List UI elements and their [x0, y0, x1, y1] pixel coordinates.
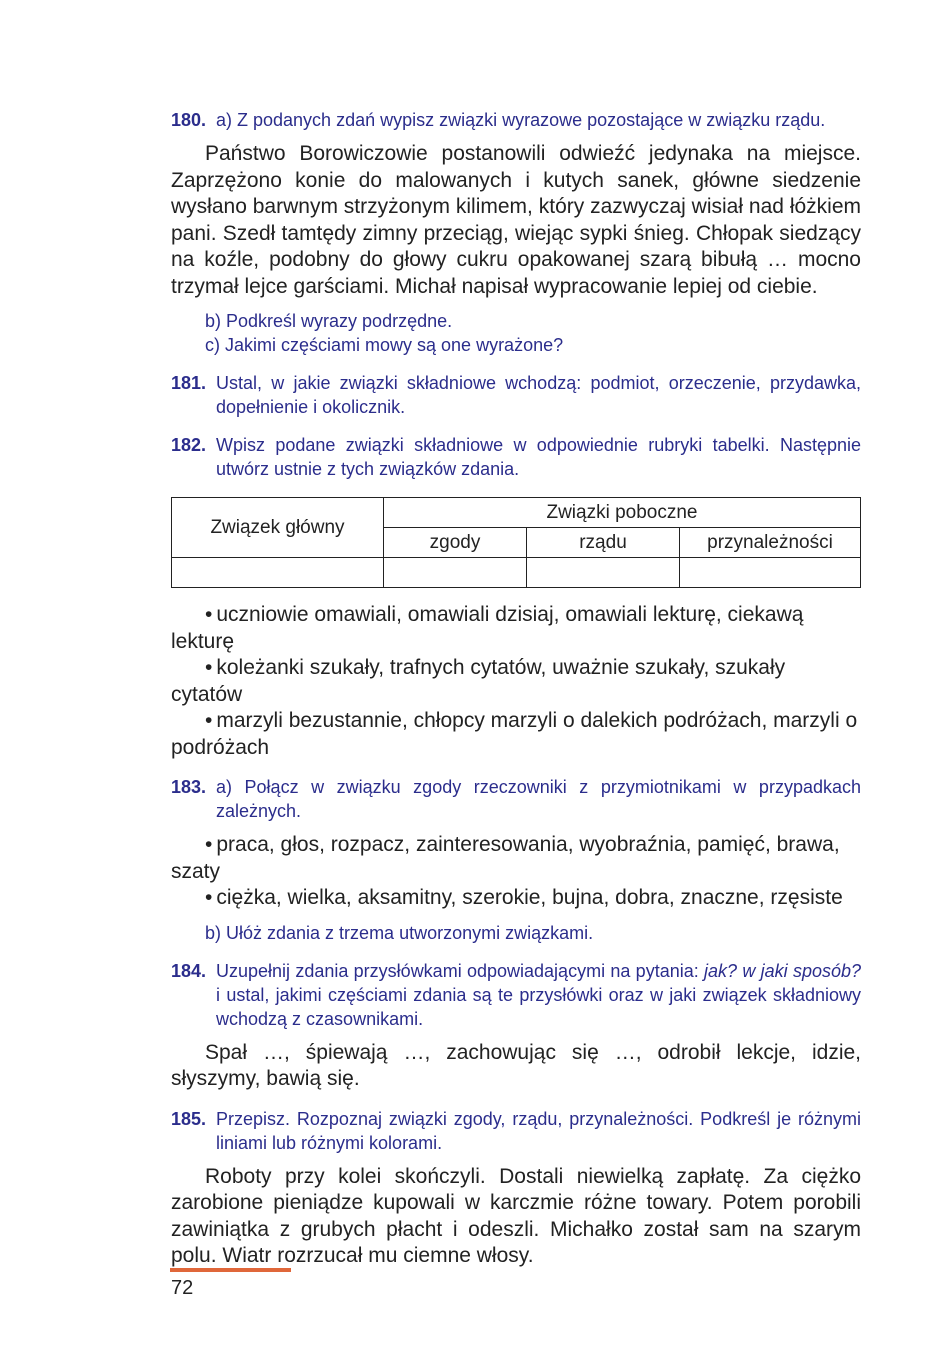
- exercise-number: 184.: [171, 960, 207, 981]
- table-cell-empty[interactable]: [680, 558, 861, 588]
- instruction-text: Ustal, w jakie związki składniowe wchodzą: podmiot, orzeczenie, przydawka, dopełnienie i okolicznik.: [216, 373, 861, 417]
- exercise-183-instruction: [171, 775, 861, 823]
- exercise-number: 183.: [171, 777, 207, 797]
- header-main-relation: Związek główny: [172, 498, 384, 558]
- header-col-adjunction: przynależności: [680, 528, 861, 558]
- exercise-185-text: Roboty przy kolei skończyli. Dostali niewielką zapłatę. Za ciężko zarobione pieniądze kupowali w karczmie różne towary. Potem porobili zawiniątka z grubych płacht i odeszli. Michałko został sam na szarym polu. Wiatr rozrzucał mu ciemne włosy.: [171, 1164, 861, 1267]
- exercise-number: 181.: [171, 373, 207, 393]
- exercise-number: 185.: [171, 1108, 207, 1129]
- table-cell-empty[interactable]: [172, 558, 384, 588]
- bullet-item: • koleżanki szukały, trafnych cytatów, uważnie szukały, szukały cytatów: [171, 655, 861, 708]
- exercise-number: 182.: [171, 435, 207, 455]
- header-side-relations: Związki poboczne: [384, 498, 861, 528]
- header-col-government: rządu: [527, 528, 680, 558]
- exercise-181-instruction: [171, 371, 861, 419]
- instruction-italic: jak? w jaki sposób?: [704, 960, 862, 981]
- bullet-item: • uczniowie omawiali, omawiali dzisiaj, omawiali lekturę, ciekawą lekturę: [171, 602, 861, 655]
- exercise-number: 180.: [171, 110, 207, 130]
- exercise-180-instruction-b: b) Podkreśl wyrazy podrzędne.: [205, 311, 453, 331]
- table-cell-empty[interactable]: [384, 558, 527, 588]
- instruction-text: Uzupełnij zdania przysłówkami odpowiadającymi na pytania:: [216, 960, 705, 981]
- instruction-text: i ustal, jakimi częściami zdania są te przysłówki oraz w jaki związek składniowy wchodzą z czasownikami.: [216, 984, 861, 1029]
- bullet-item: • praca, głos, rozpacz, zainteresowania, wyobraźnia, pamięć, brawa, szaty: [171, 832, 861, 885]
- exercise-184-instruction: [171, 959, 861, 1031]
- exercise-180-instruction-c: c) Jakimi częściami mowy są one wyrażone?: [205, 335, 564, 355]
- exercise-184-text: Spał …, śpiewają …, zachowując się …, odrobił lekcje, idzie, słyszymy, bawią się.: [171, 1040, 861, 1090]
- page-number: 72: [171, 1277, 194, 1299]
- instruction-text: Wpisz podane związki składniowe w odpowiednie rubryki tabelki. Następnie utwórz ustnie z tych związków zdania.: [216, 435, 861, 479]
- instruction-text: Przepisz. Rozpoznaj związki zgody, rządu, przynależności. Podkreśl je różnymi liniami lub różnymi kolorami.: [216, 1108, 861, 1153]
- instruction-text: a) Połącz w związku zgody rzeczowniki z przymiotnikami w przypadkach zależnych.: [216, 777, 861, 821]
- bullet-item: • ciężka, wielka, aksamitny, szerokie, bujna, dobra, znaczne, rzęsiste: [171, 885, 861, 912]
- exercise-180-instruction: [171, 108, 861, 132]
- exercise-180-text: Państwo Borowiczowie postanowili odwieźć jedynaka na miejsce. Zaprzężono konie do malowanych i kutych sanek, główne siedzenie wysłano barwnym strzyżonym kilimem, który zazwyczaj wisiał nad łóżkiem pani. Szedł tamtędy zimny przeciąg, wiejąc sypki śnieg. Chłopak siedzący na koźle, podobny do głowy cukru opakowanej szarą bibułą … mocno trzymał lejce garściami. Michał napisał wypracowanie lepiej od ciebie.: [171, 142, 861, 298]
- instruction-text: a) Z podanych zdań wypisz związki wyrazowe pozostające w związku rządu.: [216, 110, 826, 130]
- exercise-182-instruction: [171, 433, 861, 481]
- page-content: [171, 108, 861, 1270]
- syntax-table: [171, 497, 861, 588]
- footer-accent-line: [170, 1268, 291, 1272]
- exercise-183-instruction-b: b) Ułóż zdania z trzema utworzonymi związkami.: [205, 922, 594, 943]
- exercise-185-instruction: [171, 1107, 861, 1155]
- header-col-agreement: zgody: [384, 528, 527, 558]
- table-cell-empty[interactable]: [527, 558, 680, 588]
- bullet-item: • marzyli bezustannie, chłopcy marzyli o dalekich podróżach, marzyli o podróżach: [171, 708, 861, 761]
